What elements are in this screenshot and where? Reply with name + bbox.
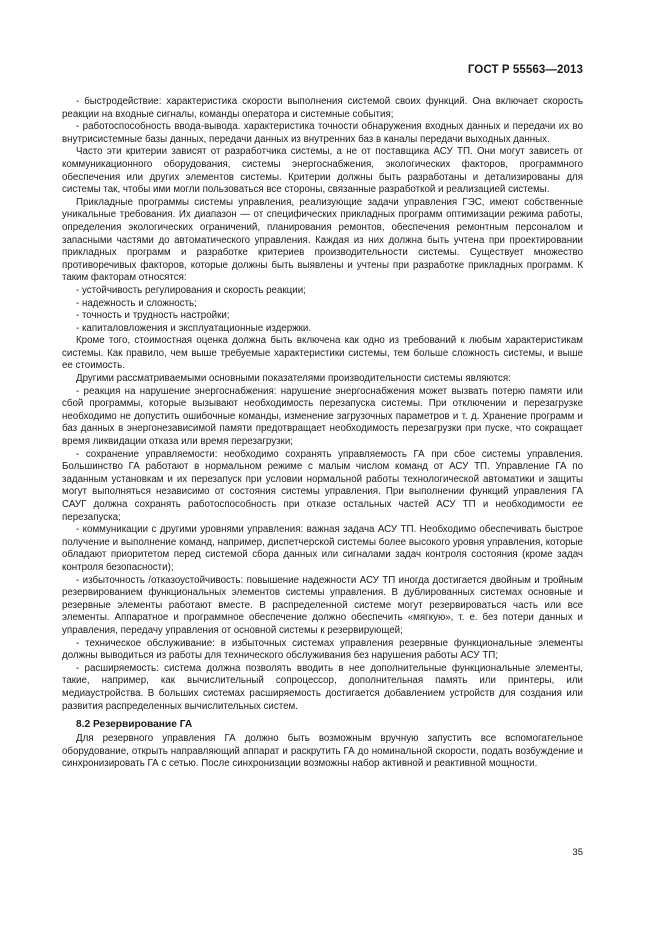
section-paragraph: Для резервного управления ГА должно быть возможным вручную запустить все вспомогательное оборудование, открыть направляющий аппарат и раскрутить ГА до номинальной скорости, подать возбуждение и синхронизировать ГА с сетью. После синхронизации возможны набор активной и реактивной мощности. <box>62 733 583 770</box>
document-body <box>62 96 583 771</box>
paragraph: Другими рассматриваемыми основными показателями производительности системы являются: <box>76 373 511 385</box>
paragraph: Часто эти критерии зависят от разработчика системы, а не от поставщика АСУ ТП. Они могут зависеть от коммуникационного оборудования, системы энергоснабжения, экологических факторов, программного обеспечения или других элементов системы. Критерии должны быть разработаны и детализированы для системы так, чтобы ими могли пользоваться все стороны, связанные разработкой и реализацией системы. <box>62 146 583 196</box>
list-item: - коммуникации с другими уровнями управления: важная задача АСУ ТП. Необходимо обеспечивать быстрое получение и выполнение команд, например, диспетчерской системы более высокого уровня управления, которые обладают приоритетом перед системой сбора данных или сигналами задач контроля состояния (кроме задач контроля безопасности); <box>62 524 583 573</box>
section-heading: 8.2 Резервирование ГА <box>76 719 193 731</box>
page-number: 35 <box>572 847 583 858</box>
paragraph: Прикладные программы системы управления, реализующие задачи управления ГЭС, имеют собственные уникальные требования. Их диапазон — от специфических прикладных программ оптимизации режима работы, определения экологических ограничений, планирования ремонтов, обеспечения ремонтным персоналом и запасными частями до автоматического управления. Каждая из них должна быть учтена при проектировании прикладных программ и разработке критериев производительности системы. Существует множество противоречивых факторов, которые должны быть выявлены и учтены при разработке прикладных программ. К таким факторам относятся: <box>62 196 583 284</box>
list-item: - сохранение управляемости: необходимо сохранять управляемость ГА при сбое системы управления. Большинство ГА работают в нормальном режиме с малым числом команд от АСУ ТП. Управление ГА по заданным установкам и их перезапуск при условии нормальной работы технологической автоматики и защиты могут выполняться независимо от состояния системы управления. При выполнении функций управления ГА САУГ должна сохранять работоспособность при отказе остальных частей АСУ ТП и необходимости ее перезапуска; <box>62 448 583 523</box>
list-item: - надежность и сложность; <box>76 297 197 309</box>
list-item: - избыточность /отказоустойчивость: повышение надежности АСУ ТП иногда достигается двойным и тройным резервированием функциональных элементов системы управления. В дублированных системах основные и резервные элементы работают вместе. В распределенной системе могут резервироваться часть или все элементы. Аппаратное и программное обеспечение должно обеспечить «мягкую», т. е. без потери данных и управления, передачу управления от основной системы к резервирующей; <box>62 574 583 636</box>
list-item: - реакция на нарушение энергоснабжения: нарушение энергоснабжения может вызвать потерю памяти или сбой программы, которые вызывают необходимость перезапуска системы. При отключении и перезагрузке необходимо не допустить ошибочные команды, изменение загрузочных параметров и т. д. Хранение программ и баз данных в энергонезависимой памяти предотвращает необходимость перезагрузки при пуске, что сокращает время ликвидации отказа или время перезагрузки; <box>62 385 583 448</box>
list-item: - техническое обслуживание: в избыточных системах управления резервные функциональные элементы должны выводиться из работы для технического обслуживания без нарушения работы АСУ ТП; <box>62 637 583 662</box>
list-item: - точность и трудность настройки; <box>76 310 230 322</box>
paragraph: Кроме того, стоимостная оценка должна быть включена как одно из требований к любым характеристикам системы. Как правило, чем выше требуемые характеристики системы, тем больше сложность системы, и выше ее стоимость. <box>62 335 583 372</box>
paragraph: - работоспособность ввода-вывода. характеристика точности обнаружения входных данных и передачи их во внутрисистемные базы данных, передачи данных из внутренних баз в каналы передачи выходных данных. <box>62 121 583 145</box>
list-item: - расширяемость: система должна позволять вводить в нее дополнительные функциональные элементы, такие, например, как вычислительный сопроцессор, дополнительная память или принтеры, или медиаустройства. В больших системах расширяемость достигается добавлением устройств для создания или развития распределенных вычислительных систем. <box>62 662 583 712</box>
list-item: - капиталовложения и эксплуатационные издержки. <box>76 322 312 334</box>
document-standard-id: ГОСТ Р 55563—2013 <box>467 64 583 76</box>
list-item: - устойчивость регулирования и скорость реакции; <box>76 284 306 296</box>
paragraph: - быстродействие: характеристика скорости выполнения системой своих функций. Она включает скорость реакции на входные сигналы, команды оператора и системные события; <box>62 96 583 120</box>
